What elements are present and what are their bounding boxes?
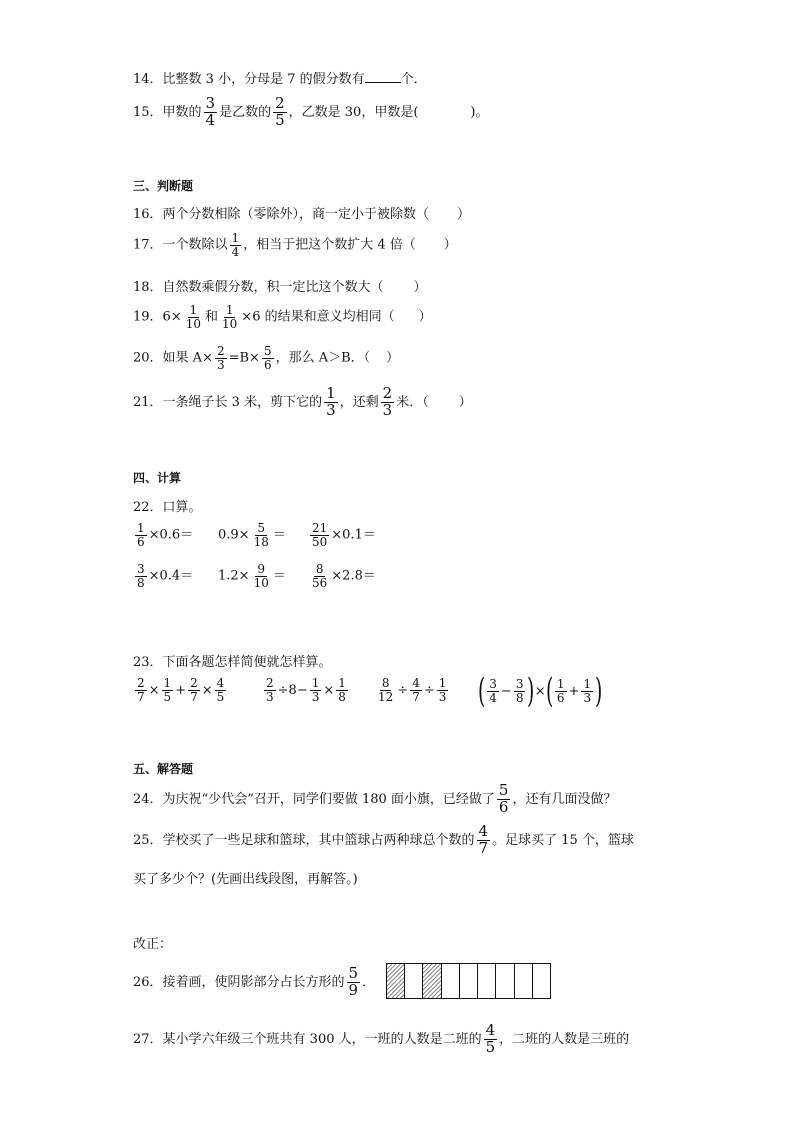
fraction: [484, 1023, 498, 1056]
q21-text: ，还剩: [339, 394, 379, 410]
calc-post: ×0.4＝: [148, 568, 194, 584]
numerator: 1: [338, 676, 346, 690]
numerator: 1: [163, 676, 172, 690]
fraction: [135, 522, 147, 548]
q17-text: ，相当于把这个数扩大 4 倍（: [243, 237, 416, 253]
numerator: 1: [311, 676, 320, 690]
op: −: [500, 683, 512, 699]
q15-text: 是乙数的: [219, 104, 272, 120]
op: ÷: [277, 682, 289, 698]
numerator: 5: [348, 964, 359, 982]
fraction: [410, 677, 422, 703]
calc-post: ×0.6＝: [148, 527, 194, 543]
q19-text: 19．6×: [133, 309, 182, 325]
section-title-4: 四、计算: [133, 471, 182, 485]
q15-text: ，乙数是 30，甲数是(: [288, 104, 419, 120]
shaded-cell[interactable]: [387, 964, 405, 998]
denominator: 10: [185, 316, 201, 331]
fraction: [514, 678, 526, 704]
calc-pre: 1.2×: [218, 568, 250, 584]
numerator: 2: [137, 676, 145, 690]
numerator: 2: [266, 676, 274, 690]
denominator: 50: [312, 534, 328, 549]
denominator: 7: [137, 689, 145, 704]
empty-cell[interactable]: [460, 964, 478, 998]
q17-text: 17．一个数除以: [133, 237, 228, 253]
question-25-line2: 买了多少个？(先画出线段图，再解答。): [133, 872, 358, 887]
denominator: 4: [489, 690, 497, 705]
question-21: [133, 386, 472, 419]
expression-a: [133, 677, 228, 703]
fraction: [487, 678, 499, 704]
numerator: 3: [137, 562, 145, 576]
denominator: 8: [137, 575, 145, 590]
denominator: 8: [338, 689, 346, 704]
q20-text-end: ）: [386, 350, 400, 366]
numerator: 4: [216, 676, 225, 690]
q19-text: ×6 的结果和意义均相同（: [241, 309, 395, 325]
fraction: [347, 966, 361, 999]
calc-item: [133, 563, 193, 589]
q16-text: 16．两个分数相除（零除外），商一定小于被除数（: [133, 207, 430, 222]
calc-post: ＝: [272, 568, 286, 584]
q26-text: 26．接着画，使阴影部分占长方形的: [133, 974, 345, 990]
question-14: [133, 68, 427, 87]
numerator: 3: [489, 676, 497, 691]
question-25: [133, 824, 634, 857]
denominator: 7: [190, 689, 198, 704]
section-title-5: 五、解答题: [133, 762, 194, 776]
numerator: 1: [438, 676, 447, 690]
numerator: 1: [225, 303, 234, 317]
calc-item: [308, 563, 376, 589]
denominator: 8: [515, 690, 524, 705]
denominator: 5: [216, 689, 225, 704]
question-15: [133, 96, 488, 129]
empty-cell[interactable]: [515, 964, 533, 998]
op: ×: [534, 683, 546, 699]
denominator: 4: [231, 244, 240, 259]
left-paren: (: [477, 671, 486, 711]
fraction: [252, 563, 271, 589]
calc-post: ×0.1＝: [331, 527, 376, 543]
op: ÷: [397, 682, 409, 698]
numerator: 4: [478, 822, 489, 840]
denominator: 3: [216, 357, 225, 372]
op: +: [568, 683, 580, 699]
fraction: [135, 677, 147, 703]
denominator: 12: [378, 689, 394, 704]
number: 8: [288, 682, 297, 698]
numerator: 1: [326, 384, 336, 402]
empty-cell[interactable]: [496, 964, 514, 998]
denominator: 10: [222, 316, 238, 331]
calc-item: [133, 522, 193, 548]
denominator: 6: [263, 357, 272, 372]
calc-post: ＝: [272, 527, 286, 543]
op: +: [175, 682, 187, 698]
right-paren: ): [595, 671, 603, 711]
shaded-cell[interactable]: [423, 964, 441, 998]
q14-text: 14．比整数 3 小，分母是 7 的假分数有: [133, 72, 365, 87]
calc-post: ×2.8＝: [331, 568, 376, 584]
denominator: 3: [382, 400, 393, 419]
question-23: 23．下面各题怎样简便就怎样算。: [133, 655, 332, 670]
section-title-3: 三、判断题: [133, 179, 194, 193]
q19-text-end: ）: [418, 309, 432, 325]
numerator: 2: [216, 344, 225, 358]
question-20: [133, 345, 399, 371]
op: ×: [323, 682, 335, 698]
fraction: [310, 522, 329, 548]
q17-text-end: ）: [443, 237, 457, 253]
numerator: 2: [382, 384, 393, 402]
q21-text: 米．（: [396, 394, 429, 410]
expression-b: [262, 677, 350, 703]
fraction: [336, 677, 348, 703]
fraction: [497, 783, 511, 816]
q15-text-end: )。: [470, 104, 489, 120]
q21-text-end: ）: [458, 394, 472, 410]
empty-cell[interactable]: [442, 964, 460, 998]
op: ×: [201, 682, 213, 698]
op: ×: [148, 682, 160, 698]
numerator: 4: [412, 676, 420, 690]
q21-text: 21．一条绳子长 3 米，剪下它的: [133, 394, 323, 410]
answer-blank[interactable]: [365, 70, 401, 83]
q26-text-end: ．: [362, 974, 376, 990]
expression-c: [374, 677, 450, 703]
fraction: [252, 522, 271, 548]
q20-text: ，那么 A＞B．（: [275, 350, 371, 366]
fraction: [437, 677, 449, 703]
denominator: 7: [412, 689, 420, 704]
shading-rectangle[interactable]: [386, 963, 551, 999]
question-22: 22．口算。: [133, 500, 202, 515]
denominator: 3: [438, 689, 447, 704]
right-paren: ): [527, 671, 535, 711]
fraction: [162, 677, 174, 703]
q19-text: 和: [205, 309, 219, 325]
numerator: 1: [231, 231, 240, 245]
question-26: [133, 966, 375, 999]
fraction: [477, 824, 491, 857]
fraction: [230, 232, 242, 258]
numerator: 5: [263, 344, 272, 358]
fraction: [581, 678, 593, 704]
q27-text-end: ，二班的人数是三班的: [499, 1031, 630, 1047]
question-19: [133, 304, 432, 330]
q18-text-end: ）: [413, 280, 427, 295]
numerator: 3: [515, 676, 524, 691]
numerator: 5: [257, 521, 266, 535]
q15-text: 15．甲数的: [133, 104, 202, 120]
numerator: 9: [257, 562, 266, 576]
empty-cell[interactable]: [533, 964, 550, 998]
fraction: [381, 386, 395, 419]
left-paren: (: [545, 671, 553, 711]
denominator: 6: [137, 534, 145, 549]
numerator: 1: [137, 521, 145, 535]
numerator: 4: [485, 1021, 496, 1039]
q27-text: 27．某小学六年级三个班共有 300 人，一班的人数是二班的: [133, 1031, 482, 1047]
q25-text: 25．学校买了一些足球和篮球，其中篮球占两种球总个数的: [133, 832, 475, 848]
q24-text-end: ，还有几面没做？: [512, 791, 617, 807]
denominator: 3: [266, 689, 274, 704]
denominator: 3: [311, 689, 320, 704]
question-27: [133, 1023, 629, 1056]
fraction: [324, 386, 338, 419]
fraction: [215, 345, 227, 371]
correction-label: 改正：: [133, 937, 173, 952]
q14-text-end: 个．: [400, 72, 427, 87]
denominator: 3: [583, 690, 592, 705]
denominator: 5: [485, 1037, 496, 1056]
calc-item: [308, 522, 376, 548]
numerator: 8: [381, 676, 390, 690]
fraction: [262, 345, 274, 371]
question-16: [133, 203, 470, 222]
denominator: 5: [163, 689, 172, 704]
op: ÷: [423, 682, 435, 698]
fraction: [220, 304, 239, 330]
numerator: 8: [315, 562, 324, 576]
denominator: 7: [478, 838, 489, 857]
denominator: 10: [253, 575, 269, 590]
fraction: [184, 304, 203, 330]
q25-text: 。足球买了 15 个，篮球: [492, 832, 634, 848]
numerator: 2: [190, 676, 198, 690]
numerator: 1: [583, 676, 592, 691]
calc-pre: 0.9×: [218, 527, 250, 543]
fraction: [264, 677, 276, 703]
numerator: 3: [205, 94, 216, 112]
denominator: 6: [556, 690, 565, 705]
calc-item: [218, 522, 286, 548]
fraction: [310, 677, 322, 703]
numerator: 21: [312, 521, 328, 535]
denominator: 4: [205, 110, 216, 129]
denominator: 18: [253, 534, 269, 549]
denominator: 3: [326, 400, 336, 419]
empty-cell[interactable]: [405, 964, 423, 998]
denominator: 56: [312, 575, 328, 590]
denominator: 6: [498, 797, 509, 816]
q16-text-end: ）: [457, 207, 471, 222]
op: −: [296, 682, 308, 698]
fraction: [188, 677, 200, 703]
fraction: [555, 678, 567, 704]
fraction: [273, 96, 287, 129]
fraction: [215, 677, 227, 703]
question-18: [133, 276, 427, 295]
fraction: [310, 563, 329, 589]
fraction: [376, 677, 395, 703]
fraction: [135, 563, 147, 589]
numerator: 5: [498, 781, 509, 799]
numerator: 1: [556, 676, 565, 691]
q18-text: 18．自然数乘假分数，积一定比这个数大（: [133, 280, 384, 295]
denominator: 5: [275, 110, 285, 129]
q20-text: =B×: [228, 350, 260, 366]
q20-text: 20．如果 A×: [133, 350, 213, 366]
empty-cell[interactable]: [478, 964, 496, 998]
fraction: [204, 96, 218, 129]
numerator: 2: [275, 94, 285, 112]
question-24: [133, 783, 616, 816]
q24-text: 24．为庆祝“少代会”召开，同学们要做 180 面小旗，已经做了: [133, 791, 495, 807]
question-17: [133, 232, 457, 258]
expression-d: [477, 671, 603, 711]
calc-item: [218, 563, 286, 589]
denominator: 9: [348, 980, 359, 999]
numerator: 1: [189, 303, 198, 317]
